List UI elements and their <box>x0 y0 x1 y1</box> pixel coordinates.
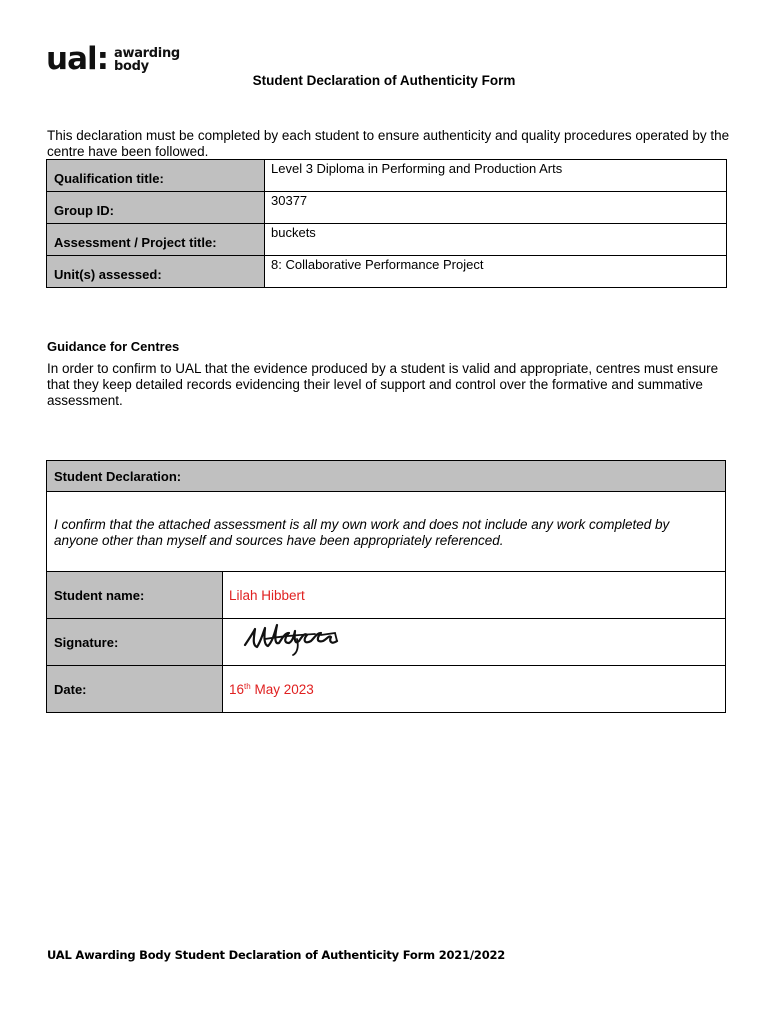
student-name-value: Lilah Hibbert <box>223 572 726 619</box>
intro-text: This declaration must be completed by each student to ensure authenticity and quality procedures operated by the centre have been followed. <box>47 128 730 159</box>
signature-image <box>237 619 357 659</box>
logo-line-2: body <box>114 58 149 74</box>
date-day: 16 <box>229 681 245 697</box>
units-assessed-value: 8: Collaborative Performance Project <box>265 256 727 288</box>
group-id-label: Group ID: <box>47 192 265 224</box>
project-title-value: buckets <box>265 224 727 256</box>
student-declaration-table <box>46 460 726 713</box>
student-name-label: Student name: <box>47 572 223 619</box>
group-id-value: 30377 <box>265 192 727 224</box>
table-row <box>47 256 727 288</box>
qualification-title-value: Level 3 Diploma in Performing and Production Arts <box>265 160 727 192</box>
logo-text <box>114 47 180 73</box>
date-label: Date: <box>47 666 223 713</box>
page-title: Student Declaration of Authenticity Form <box>252 73 516 88</box>
declaration-statement: I confirm that the attached assessment is all my own work and does not include any work completed by anyone other than myself and sources have been appropriately referenced. <box>47 492 726 572</box>
table-row <box>47 461 726 492</box>
declaration-heading: Student Declaration: <box>47 461 726 492</box>
table-row <box>47 224 727 256</box>
table-row <box>47 492 726 572</box>
qualification-table <box>46 159 727 288</box>
table-row <box>47 572 726 619</box>
date-rest: May 2023 <box>250 681 314 697</box>
qualification-title-label: Qualification title: <box>47 160 265 192</box>
logo-line-1: awarding <box>114 45 180 61</box>
date-suffix: th <box>244 681 251 691</box>
table-row <box>47 192 727 224</box>
signature-cell <box>223 619 726 666</box>
ual-logo <box>46 41 180 77</box>
table-row <box>47 666 726 713</box>
table-row <box>47 160 727 192</box>
table-row <box>47 619 726 666</box>
guidance-text: In order to confirm to UAL that the evidence produced by a student is valid and appropriate, centres must ensure that they keep detailed records evidencing their level of support and control over the formative and summative assessment. <box>47 361 719 408</box>
page-footer: UAL Awarding Body Student Declaration of Authenticity Form 2021/2022 <box>47 948 506 962</box>
units-assessed-label: Unit(s) assessed: <box>47 256 265 288</box>
project-title-label: Assessment / Project title: <box>47 224 265 256</box>
signature-label: Signature: <box>47 619 223 666</box>
date-value <box>223 666 726 713</box>
logo-mark: ual: <box>46 41 109 77</box>
guidance-heading: Guidance for Centres <box>47 339 180 354</box>
